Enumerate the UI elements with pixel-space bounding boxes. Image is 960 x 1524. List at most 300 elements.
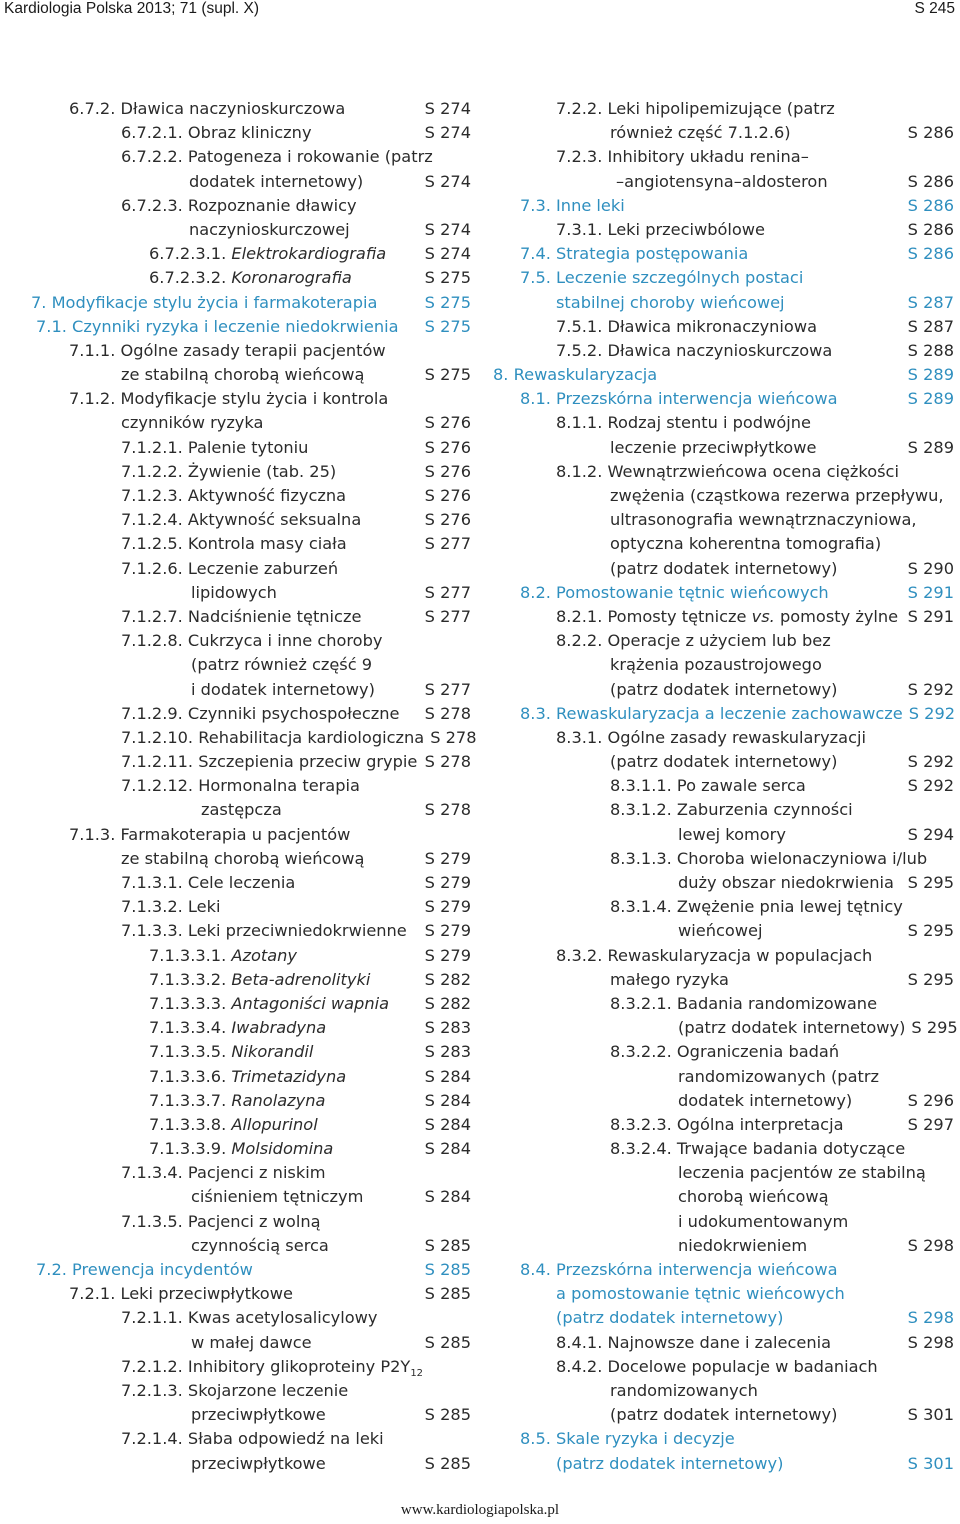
toc-entry-title: 7.1.3.3.2. Beta-adrenolityki [149, 969, 371, 989]
footer-url: www.kardiologiapolska.pl [400, 1502, 560, 1518]
toc-entry-title: 7.5. Leczenie szczególnych postaci [520, 268, 804, 288]
toc-page-number: S 295 [907, 921, 954, 941]
toc-entry-title: 7.1.3.1. Cele leczenia [121, 873, 296, 892]
toc-entry[interactable] [610, 1403, 954, 1427]
toc-entry-title: 7.1.2. Modyfikacje stylu życia i kontrola [69, 389, 389, 409]
toc-entry[interactable] [69, 387, 471, 411]
toc-entry-title: ciśnieniem tętniczym [191, 1187, 364, 1207]
toc-page-number: S 291 [907, 582, 954, 602]
toc-page-number: S 274 [424, 219, 471, 239]
toc-page-number: S 277 [424, 606, 471, 626]
toc-entry-title: 8.3.2.4. Trwające badania dotyczące [610, 1139, 906, 1159]
toc-entry[interactable] [149, 944, 471, 968]
toc-entry-title: 8.2.1. Pomosty tętnicze vs. pomosty żylne [556, 606, 899, 626]
toc-entry[interactable] [149, 992, 471, 1016]
toc-page-number: S 277 [424, 582, 471, 602]
toc-entry-title: 6.7.2.3. Rozpoznanie dławicy [121, 195, 357, 215]
toc-entry[interactable] [149, 242, 471, 266]
toc-entry-title: optyczna koherentna tomografia) [610, 534, 882, 554]
toc-entry[interactable] [520, 242, 954, 266]
toc-entry-title: 8.3.1. Ogólne zasady rewaskularyzacji [556, 727, 866, 747]
toc-page-number: S 285 [424, 1453, 471, 1473]
toc-entry[interactable] [121, 726, 477, 750]
toc-entry[interactable] [610, 847, 954, 871]
toc-entry-title: leczenie przeciwpłytkowe [610, 437, 817, 457]
toc-entry-title: wieńcowej [678, 921, 763, 941]
toc-page-number: S 284 [424, 1114, 471, 1134]
toc-entry-title: również część 7.1.2.6) [610, 123, 791, 143]
toc-entry[interactable] [121, 919, 471, 943]
running-header [0, 0, 960, 22]
toc-page-number: S 286 [907, 195, 954, 215]
toc-entry[interactable] [121, 436, 471, 460]
toc-entry[interactable] [610, 1113, 954, 1137]
toc-page-number: S 276 [424, 413, 471, 433]
toc-page-number: S 301 [907, 1405, 954, 1425]
toc-entry[interactable] [556, 1355, 954, 1379]
toc-entry-title: 8.3.2.2. Ograniczenia badań [610, 1042, 840, 1062]
toc-page-number: S 285 [424, 1260, 471, 1279]
toc-entry-title: 7.2.1. Leki przeciwpłytkowe [69, 1284, 293, 1304]
toc-entry-title: ultrasonografia wewnątrznaczyniowa, [610, 510, 917, 530]
toc-entry-title: 7.1.2.7. Nadciśnienie tętnicze [121, 606, 362, 626]
toc-page-number: S 276 [424, 461, 471, 481]
toc-entry[interactable] [610, 557, 954, 581]
toc-page-number: S 275 [424, 365, 471, 385]
page-number: S 245 [914, 0, 955, 17]
toc-entry[interactable] [191, 1331, 471, 1355]
toc-entry-title: 7.1.3.3.3. Antagoniści wapnia [149, 993, 389, 1013]
toc-entry[interactable] [121, 460, 471, 484]
toc-entry-title: (patrz dodatek internetowy) [610, 1405, 838, 1425]
toc-page-number: S 295 [911, 1018, 958, 1038]
toc-entry[interactable] [556, 726, 954, 750]
toc-entry[interactable] [556, 315, 954, 339]
toc-page-number: S 285 [424, 1284, 471, 1304]
toc-entry[interactable] [69, 1282, 471, 1306]
toc-entry-title: 7.3.1. Leki przeciwbólowe [556, 219, 765, 239]
toc-entry[interactable] [556, 1282, 954, 1306]
toc-page-number: S 285 [424, 1332, 471, 1352]
toc-entry[interactable] [121, 411, 471, 435]
toc-entry[interactable] [201, 798, 471, 822]
toc-entry[interactable] [520, 581, 954, 605]
toc-entry[interactable] [149, 1040, 471, 1064]
toc-entry[interactable] [121, 1161, 471, 1185]
toc-page-number: S 287 [907, 292, 954, 312]
toc-page-number: S 292 [907, 776, 954, 796]
toc-entry[interactable] [121, 532, 471, 556]
toc-entry[interactable] [610, 508, 954, 532]
toc-entry[interactable] [556, 291, 954, 315]
toc-page-number: S 285 [424, 1405, 471, 1425]
toc-entry-title: 7.1.2.4. Aktywność seksualna [121, 510, 362, 530]
toc-entry-title: (patrz dodatek internetowy) [556, 1308, 784, 1328]
toc-entry-title: 8.3.2.3. Ogólna interpretacja [610, 1114, 844, 1134]
toc-page-number: S 298 [907, 1235, 954, 1255]
toc-entry-title: 8.1. Przezskórna interwencja wieńcowa [520, 389, 838, 409]
toc-entry[interactable] [610, 121, 954, 145]
toc-page-number: S 287 [907, 316, 954, 336]
toc-entry-title: 7.4. Strategia postępowania [520, 244, 749, 264]
toc-entry-title: 7.5.1. Dławica mikronaczyniowa [556, 316, 817, 336]
toc-entry-title: czynników ryzyka [121, 413, 264, 433]
toc-entry-title: w małej dawce [191, 1332, 312, 1352]
toc-entry-title: przeciwpłytkowe [191, 1405, 326, 1425]
toc-page-number: S 279 [424, 873, 471, 892]
toc-entry[interactable] [556, 944, 954, 968]
toc-page-number: S 283 [424, 1018, 471, 1038]
toc-entry-title: 7.1.3.3.4. Iwabradyna [149, 1018, 327, 1038]
toc-entry[interactable] [189, 170, 471, 194]
toc-entry-title: 7.1.2.1. Palenie tytoniu [121, 437, 309, 457]
toc-entry[interactable] [149, 1113, 471, 1137]
toc-entry[interactable] [610, 774, 954, 798]
toc-entry[interactable] [556, 605, 954, 629]
toc-entry-title: naczynioskurczowej [189, 219, 350, 239]
toc-entry-title: 7.1.3.3.6. Trimetazidyna [149, 1066, 347, 1086]
toc-entry[interactable] [493, 363, 954, 387]
toc-entry[interactable] [610, 968, 954, 992]
toc-page-number: S 279 [424, 848, 471, 868]
toc-entry[interactable] [678, 1065, 954, 1089]
toc-page-number: S 292 [907, 679, 954, 699]
toc-entry[interactable] [191, 653, 471, 677]
toc-entry-title: 7.1.3.4. Pacjenci z niskim [121, 1163, 326, 1183]
toc-page-number: S 276 [424, 510, 471, 530]
toc-entry[interactable] [678, 1210, 954, 1234]
toc-page-number: S 292 [908, 703, 956, 723]
toc-entry[interactable] [191, 1234, 471, 1258]
toc-entry[interactable] [678, 1234, 954, 1258]
toc-entry[interactable] [121, 508, 471, 532]
toc-entry-title: (patrz dodatek internetowy) [610, 752, 838, 772]
toc-entry[interactable] [121, 363, 471, 387]
toc-entry[interactable] [121, 895, 471, 919]
toc-entry-title: 7.1.2.8. Cukrzyca i inne choroby [121, 631, 383, 651]
toc-entry[interactable] [69, 339, 471, 363]
toc-entry-title: 7.5.2. Dławica naczynioskurczowa [556, 340, 833, 360]
toc-entry[interactable] [149, 266, 471, 290]
toc-entry[interactable] [678, 1016, 958, 1040]
toc-entry[interactable] [121, 1427, 471, 1451]
toc-page-number: S 286 [907, 244, 954, 264]
toc-page-number: S 286 [907, 219, 954, 239]
toc-entry[interactable] [678, 823, 954, 847]
toc-entry[interactable] [121, 605, 471, 629]
toc-entry-title: 8.2.2. Operacje z użyciem lub bez [556, 631, 831, 651]
toc-page-number: S 282 [424, 993, 471, 1013]
toc-entry[interactable] [520, 702, 954, 726]
toc-entry[interactable] [556, 145, 954, 169]
toc-page-number: S 296 [907, 1090, 954, 1110]
toc-entry-title: 8.2. Pomostowanie tętnic wieńcowych [520, 582, 829, 602]
toc-entry-title: 8.3.2. Rewaskularyzacja w populacjach [556, 945, 873, 965]
toc-entry-title: przeciwpłytkowe [191, 1453, 326, 1473]
toc-entry[interactable] [520, 1427, 954, 1451]
toc-entry-title: 7.2. Prewencja incydentów [36, 1260, 253, 1279]
toc-entry[interactable] [610, 750, 954, 774]
toc-entry-title: 6.7.2.2. Patogeneza i rokowanie (patrz [121, 147, 433, 167]
toc-entry[interactable] [191, 678, 471, 702]
toc-entry-title: małego ryzyka [610, 969, 729, 989]
toc-page-number: S 289 [907, 437, 954, 457]
toc-page-number: S 283 [424, 1042, 471, 1062]
toc-entry[interactable] [616, 170, 954, 194]
toc-page-number: S 284 [424, 1066, 471, 1086]
toc-entry-title: krążenia pozaustrojowego [610, 655, 822, 675]
toc-entry-title: chorobą wieńcową [678, 1187, 829, 1207]
toc-entry[interactable] [36, 315, 471, 339]
toc-entry-title: (patrz dodatek internetowy) [678, 1018, 906, 1038]
toc-entry-title: ze stabilną chorobą wieńcową [121, 365, 365, 385]
toc-entry-title: 7.1.3.3.9. Molsidomina [149, 1139, 334, 1159]
toc-entry[interactable] [189, 218, 471, 242]
toc-entry[interactable] [678, 1161, 954, 1185]
toc-page-number: S 286 [907, 171, 954, 191]
toc-page-number: S 278 [424, 703, 471, 723]
toc-entry[interactable] [191, 1452, 471, 1476]
toc-entry[interactable] [520, 1258, 954, 1282]
toc-entry-title: duży obszar niedokrwienia [678, 873, 894, 892]
toc-page-number: S 298 [907, 1308, 954, 1328]
toc-entry-title: 8. Rewaskularyzacja [493, 365, 658, 385]
toc-page-number: S 278 [424, 800, 471, 820]
toc-page-number: S 301 [907, 1453, 954, 1473]
toc-page-number: S 274 [424, 123, 471, 143]
toc-entry-title: 6.7.2.3.2. Koronarografia [149, 268, 352, 288]
toc-entry[interactable] [520, 266, 954, 290]
toc-entry[interactable] [610, 1040, 954, 1064]
toc-entry[interactable] [69, 823, 471, 847]
toc-page-number: S 279 [424, 897, 471, 917]
toc-entry-title: 7.2.1.2. Inhibitory glikoproteiny $P2Y_{12}$ [121, 1356, 424, 1379]
toc-entry[interactable] [121, 1306, 471, 1330]
toc-entry[interactable] [191, 1403, 471, 1427]
toc-entry[interactable] [610, 653, 954, 677]
toc-page-number: S 274 [424, 171, 471, 191]
toc-entry-title: 7.1.2.9. Czynniki psychospołeczne [121, 703, 400, 723]
toc-entry-title: 7.1.2.3. Aktywność fizyczna [121, 486, 347, 505]
toc-entry-title: 7.1. Czynniki ryzyka i leczenie niedokrwienia [36, 316, 399, 336]
toc-page-number: S 295 [907, 873, 954, 892]
toc-entry-title: dodatek internetowy) [189, 171, 364, 191]
toc-entry-title: 7.1.2.2. Żywienie (tab. 25) [121, 461, 337, 481]
toc-entry-title: 7.1.1. Ogólne zasady terapii pacjentów [69, 340, 386, 360]
toc-entry[interactable] [610, 1379, 954, 1403]
toc-entry[interactable] [121, 1379, 471, 1403]
toc-entry-title: ze stabilną chorobą wieńcową [121, 848, 365, 868]
toc-entry[interactable] [556, 629, 954, 653]
toc-entry-title: stabilnej choroby wieńcowej [556, 292, 785, 312]
toc-page-number: S 276 [424, 437, 471, 457]
toc-entry-title: czynnością serca [191, 1235, 329, 1255]
toc-entry-title: –angiotensyna–aldosteron [616, 171, 828, 191]
toc-page-number: S 294 [907, 824, 954, 844]
toc-entry[interactable] [191, 1185, 471, 1209]
toc-entry[interactable] [678, 871, 954, 895]
toc-entry-title: 8.4. Przezskórna interwencja wieńcowa [520, 1260, 838, 1279]
toc-entry[interactable] [121, 1210, 471, 1234]
toc-page-number: S 284 [424, 1139, 471, 1159]
toc-entry[interactable] [191, 581, 471, 605]
toc-page-number: S 295 [907, 969, 954, 989]
toc-page-number: S 288 [907, 340, 954, 360]
toc-entry[interactable] [610, 484, 954, 508]
toc-entry-title: lewej komory [678, 824, 786, 844]
toc-page-number: S 290 [907, 558, 954, 578]
toc-entry-title: 7.1.2.11. Szczepienia przeciw grypie [121, 752, 418, 772]
toc-entry-title: 7.2.1.1. Kwas acetylosalicylowy [121, 1308, 378, 1328]
toc-entry[interactable] [36, 1258, 471, 1282]
toc-page-number: S 278 [430, 727, 477, 747]
toc-entry-title: 8.5. Skale ryzyka i decyzje [520, 1429, 735, 1449]
toc-entry-title: 6.7.2.1. Obraz kliniczny [121, 123, 312, 143]
toc-entry-title: 7. Modyfikacje stylu życia i farmakoterapia [31, 292, 378, 312]
toc-entry-title: leczenia pacjentów ze stabilną [678, 1163, 926, 1183]
toc-entry[interactable] [31, 291, 471, 315]
toc-right-column [493, 97, 958, 1476]
toc-entry[interactable] [121, 145, 471, 169]
toc-entry[interactable] [121, 557, 471, 581]
toc-entry[interactable] [121, 629, 471, 653]
toc-page-number: S 292 [907, 752, 954, 772]
toc-entry[interactable] [678, 919, 954, 943]
toc-entry[interactable] [149, 1016, 471, 1040]
toc-entry[interactable] [149, 1089, 471, 1113]
toc-page-number: S 285 [424, 1235, 471, 1255]
toc-entry[interactable] [610, 992, 954, 1016]
toc-entry[interactable] [121, 702, 471, 726]
toc-entry-title: 7.2.2. Leki hipolipemizujące (patrz [556, 99, 835, 118]
toc-entry-title: (patrz dodatek internetowy) [610, 679, 838, 699]
toc-page-number: S 297 [907, 1114, 954, 1134]
toc-entry-title: 7.1.3.3.8. Allopurinol [149, 1114, 318, 1134]
toc-page-number: S 278 [424, 752, 471, 772]
toc-entry[interactable] [121, 484, 471, 508]
toc-entry-title: 7.1.2.10. Rehabilitacja kardiologiczna [121, 727, 425, 747]
toc-entry[interactable] [69, 97, 471, 121]
toc-entry[interactable] [610, 532, 954, 556]
toc-page-number: S 289 [907, 389, 954, 409]
toc-entry[interactable] [556, 1306, 954, 1330]
toc-entry[interactable] [556, 1452, 954, 1476]
toc-entry[interactable] [556, 1331, 954, 1355]
toc-page-number: S 279 [424, 921, 471, 941]
toc-entry[interactable] [149, 1137, 471, 1161]
toc-entry-title: lipidowych [191, 582, 277, 602]
toc-page-number: S 275 [424, 292, 471, 312]
toc-page-number: S 275 [424, 316, 471, 336]
toc-page-number: S 289 [907, 365, 954, 385]
toc-entry[interactable] [520, 387, 954, 411]
toc-entry-title: 6.7.2.3.1. Elektrokardiografia [149, 244, 387, 264]
toc-entry[interactable] [149, 1065, 471, 1089]
toc-entry[interactable] [556, 339, 954, 363]
toc-entry[interactable] [610, 1137, 954, 1161]
toc-entry-title: 7.2.1.3. Skojarzone leczenie [121, 1380, 349, 1400]
toc-page-number: S 286 [907, 123, 954, 143]
toc-entry-title: 8.3.1.3. Choroba wielonaczyniowa i/lub [610, 848, 928, 868]
toc-entry[interactable] [556, 218, 954, 242]
toc-entry-title: (patrz również część 9 [191, 655, 373, 675]
toc-entry[interactable] [556, 97, 954, 121]
toc-entry-title: 7.1.3. Farmakoterapia u pacjentów [69, 824, 351, 844]
toc-entry-title: 7.1.2.6. Leczenie zaburzeń [121, 558, 339, 578]
toc-entry[interactable] [610, 436, 954, 460]
toc-entry-title: 8.3.1.1. Po zawale serca [610, 776, 806, 796]
toc-entry-title: zwężenia (cząstkowa rezerwa przepływu, [610, 486, 944, 505]
toc-left-column [31, 97, 477, 1476]
toc-entry-title: 7.1.3.3.7. Ranolazyna [149, 1090, 326, 1110]
toc-entry-title: 7.1.3.5. Pacjenci z wolną [121, 1211, 321, 1231]
toc-entry[interactable] [610, 798, 954, 822]
toc-entry-title: niedokrwieniem [678, 1235, 808, 1255]
toc-entry-title: 7.2.1.4. Słaba odpowiedź na leki [121, 1429, 384, 1449]
toc-entry[interactable] [678, 1089, 954, 1113]
toc-entry[interactable] [556, 460, 954, 484]
toc-page-number: S 282 [424, 969, 471, 989]
toc-entry-title: a pomostowanie tętnic wieńcowych [556, 1284, 845, 1304]
toc-entry-title: (patrz dodatek internetowy) [556, 1453, 784, 1473]
toc-entry[interactable] [121, 121, 471, 145]
toc-entry-title: 8.3.2.1. Badania randomizowane [610, 993, 878, 1013]
toc-entry[interactable] [149, 968, 471, 992]
toc-entry[interactable] [121, 871, 471, 895]
toc-entry-title: randomizowanych (patrz [678, 1066, 879, 1086]
toc-entry[interactable] [610, 895, 954, 919]
toc-entry-title: 7.1.3.3.5. Nikorandil [149, 1042, 314, 1062]
toc-entry-title: 7.3. Inne leki [520, 195, 625, 215]
toc-entry-title: i udokumentowanym [678, 1211, 849, 1231]
toc-entry[interactable] [556, 411, 954, 435]
toc-page-number: S 277 [424, 534, 471, 554]
toc-entry[interactable] [678, 1185, 954, 1209]
toc-page-number: S 277 [424, 679, 471, 699]
toc-entry[interactable] [520, 194, 954, 218]
toc-entry[interactable] [121, 1355, 471, 1379]
toc-entry-title: 7.1.2.12. Hormonalna terapia [121, 776, 360, 796]
toc-page-number: S 275 [424, 268, 471, 288]
toc-entry-title: i dodatek internetowy) [191, 679, 375, 699]
toc-entry[interactable] [121, 774, 471, 798]
toc-entry-title: dodatek internetowy) [678, 1090, 853, 1110]
journal-citation: Kardiologia Polska 2013; 71 (supl. X) [4, 0, 260, 17]
toc-entry-title: 8.4.2. Docelowe populacje w badaniach [556, 1356, 878, 1376]
toc-page-number: S 284 [424, 1090, 471, 1110]
toc-entry-title: 7.1.2.5. Kontrola masy ciała [121, 534, 347, 554]
toc-entry-title: 7.1.3.2. Leki [121, 897, 221, 917]
toc-entry[interactable] [121, 194, 471, 218]
toc-page-number: S 284 [424, 1187, 471, 1207]
toc-entry-title: 7.1.3.3.1. Azotany [149, 945, 297, 965]
toc-page-number: S 291 [907, 606, 954, 626]
toc-entry[interactable] [121, 750, 471, 774]
toc-entry-title: 8.1.1. Rodzaj stentu i podwójne [556, 413, 811, 433]
toc-entry-title: zastępcza [201, 800, 282, 820]
toc-entry-title: 7.1.3.3. Leki przeciwniedokrwienne [121, 921, 407, 941]
toc-entry-title: 8.3.1.2. Zaburzenia czynności [610, 800, 853, 820]
toc-entry[interactable] [121, 847, 471, 871]
toc-entry-title: 8.4.1. Najnowsze dane i zalecenia [556, 1332, 832, 1352]
toc-entry[interactable] [610, 678, 954, 702]
toc-entry-title: 7.2.3. Inhibitory układu renina– [556, 147, 809, 167]
toc-page-number: S 298 [907, 1332, 954, 1352]
toc-entry-title: (patrz dodatek internetowy) [610, 558, 838, 578]
toc-entry-title: 8.3. Rewaskularyzacja a leczenie zachowawcze [520, 703, 903, 723]
toc-entry-title: 8.3.1.4. Zwężenie pnia lewej tętnicy [610, 897, 903, 917]
toc-page-number: S 276 [424, 486, 471, 505]
